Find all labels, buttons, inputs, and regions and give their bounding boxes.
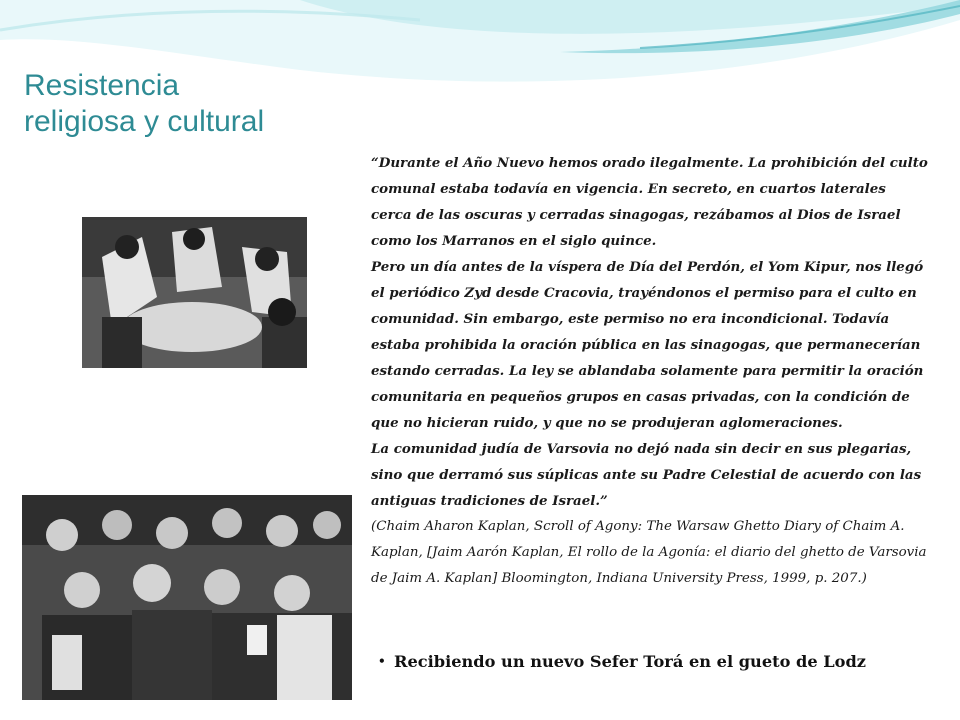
photo-prayer-image <box>82 217 307 368</box>
quote-paragraph: Pero un día antes de la víspera de Día del Perdón, el Yom Kipur, nos llegó el periódico Zyd desde Cracovia, trayéndonos el permiso para el culto en comunidad. Sin embargo, este permiso no era incondicional. Todavía estaba prohibida la oración pública en las sinagogas, que permanecerían estando cerradas. La ley se ablandaba solamente para permitir la oración comunitaria en pequeños grupos en casas privadas, con la condición de que no hicieran ruido, y que no se produjeran aglomeraciones. <box>371 259 924 431</box>
quote-paragraph: La comunidad judía de Varsovia no dejó nada sin decir en sus plegarias, sino que derramó sus súplicas ante su Padre Celestial de acuerdo con las antiguas tradiciones de Israel.” <box>371 441 922 509</box>
slide-title-line1: Resistencia <box>24 69 180 102</box>
slide-title <box>24 68 264 140</box>
photo-torah-image <box>22 495 352 700</box>
slide-title-line2: religiosa y cultural <box>24 105 265 138</box>
caption-bullet-text: Recibiendo un nuevo Sefer Torá en el gueto de Lodz <box>394 652 866 671</box>
bullet-dot-icon: • <box>378 654 386 668</box>
caption-bullet <box>378 648 948 675</box>
quote-block <box>371 150 931 592</box>
photo-torah-icon <box>22 495 352 700</box>
photo-prayer-icon <box>82 217 307 368</box>
quote-paragraph: “Durante el Año Nuevo hemos orado ilegalmente. La prohibición del culto comunal estaba todavía en vigencia. En secreto, en cuartos laterales cerca de las oscuras y cerradas sinagogas, rezábamos al Dios de Israel como los Marranos en el siglo quince. <box>371 155 928 249</box>
quote-citation: (Chaim Aharon Kaplan, Scroll of Agony: The Warsaw Ghetto Diary of Chaim A. Kaplan, [Jaim Aarón Kaplan, El rollo de la Agonía: el diario del ghetto de Varsovia de Jaim A. Kaplan] Bloomington, Indiana University Press, 1999, p. 207.) <box>371 519 927 586</box>
